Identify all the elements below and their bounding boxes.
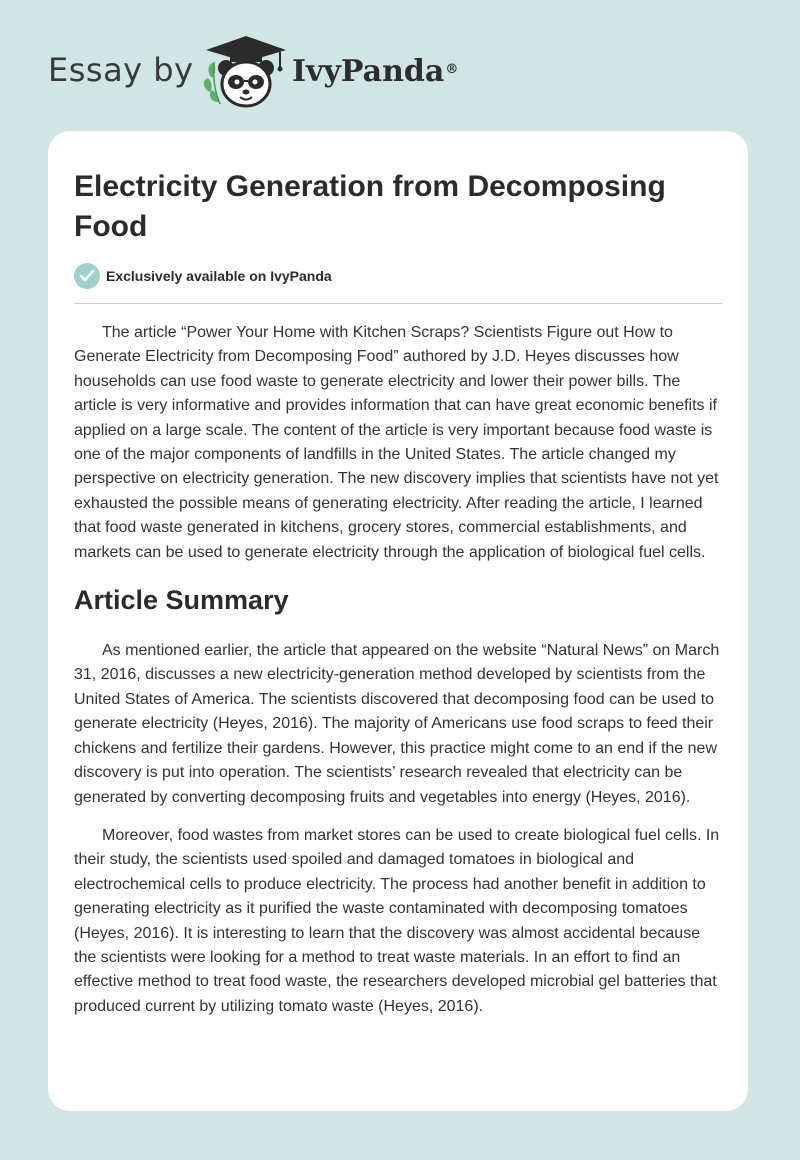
panda-graduate-icon[interactable] [200, 32, 292, 110]
essay-body [74, 321, 726, 1033]
essay-card [48, 131, 748, 1111]
intro-paragraph: The article “Power Your Home with Kitchen Scraps? Scientists Figure out How to Generate Electricity from Decomposing Food” authored by J.D. Heyes discusses how households can use food waste to generate electricity and lower their power bills. The article is very informative and provides information that can have great economic benefits if applied on a large scale. The content of the article is very important because food waste is one of the major components of landfills in the United States. The article changed my perspective on electricity generation. The new discovery implies that scientists have not yet exhausted the possible means of generating electricity. After reading the article, I learned that food waste generated in kitchens, grocery stores, commercial establishments, and markets can be used to generate electricity through the application of biological fuel cells. [74, 324, 719, 561]
page-title: Electricity Generation from Decomposing Food [74, 170, 666, 243]
summary-paragraph-2: Moreover, food wastes from market stores can be used to create biological fuel cells. In their study, the scientists used spoiled and damaged tomatoes in biological and electrochemical cells to produce electricity. The process had another benefit in addition to generating electricity as it purified the waste contaminated with decomposing tomatoes (Heyes, 2016). It is interesting to learn that the discovery was almost accidental because the scientists were looking for a method to treat waste materials. In an effort to find an effective method to treat food waste, the researchers developed microbial gel batteries that produced current by utilizing tomato waste (Heyes, 2016). [74, 826, 720, 1015]
registered-mark: ® [445, 62, 459, 77]
section-heading: Article Summary [74, 585, 289, 616]
site-header [0, 0, 800, 120]
brand-text: IvyPanda [292, 54, 445, 89]
essay-by-label: Essay by [48, 51, 194, 89]
check-circle-icon [74, 263, 100, 289]
brand-name[interactable] [292, 52, 458, 92]
divider [74, 303, 722, 304]
exclusive-label: Exclusively available on IvyPanda [106, 268, 332, 284]
summary-paragraph-1: As mentioned earlier, the article that appeared on the website “Natural News” on March 31, 2016, discusses a new electricity-generation method developed by scientists from the United States of America. The scientists discovered that decomposing food can be used to generate electricity (Heyes, 2016). The majority of Americans use food scraps to feed their chickens and fertilize their gardens. However, this practice might come to an end if the new discovery is put into operation. The scientists’ research revealed that electricity can be generated by converting decomposing fruits and vegetables into energy (Heyes, 2016). [74, 642, 720, 806]
exclusive-badge [74, 262, 332, 290]
